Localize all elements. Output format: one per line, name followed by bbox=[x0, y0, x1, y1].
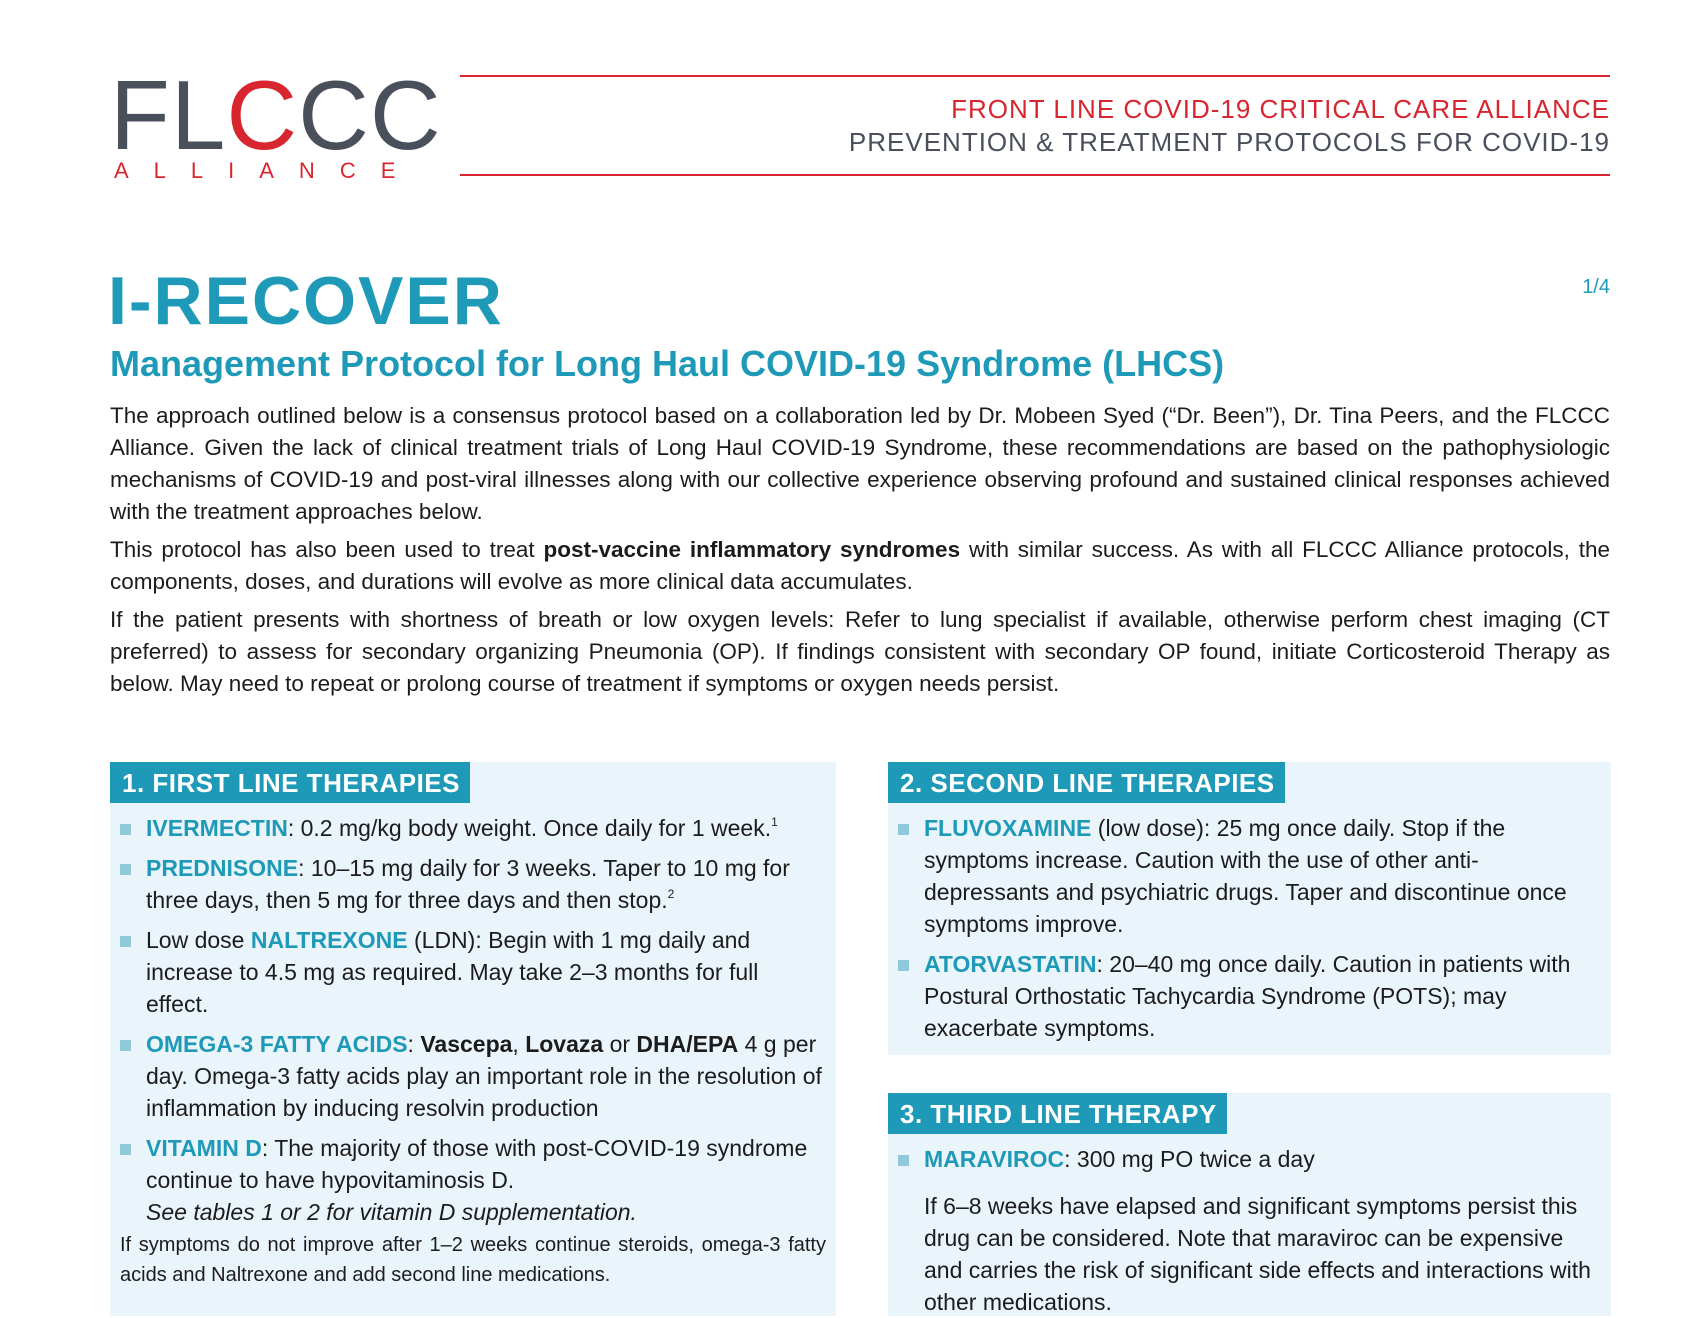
page-subtitle: Management Protocol for Long Haul COVID-19 Syndrome (LHCS) bbox=[110, 343, 1225, 384]
square-bullet-icon bbox=[120, 1144, 131, 1155]
second-line-list bbox=[896, 812, 1601, 1052]
second-line-panel bbox=[888, 762, 1611, 1055]
drug-dosage: : 300 mg PO twice a day bbox=[1064, 1146, 1315, 1172]
drug-name: MARAVIROC bbox=[924, 1146, 1065, 1172]
separator: , bbox=[512, 1031, 526, 1057]
logo-cc: CC bbox=[298, 60, 442, 170]
square-bullet-icon bbox=[120, 824, 131, 835]
footnote-ref: 2 bbox=[667, 887, 675, 901]
square-bullet-icon bbox=[120, 1040, 131, 1051]
header-organization: FRONT LINE COVID-19 CRITICAL CARE ALLIANCE bbox=[951, 94, 1610, 124]
flccc-logo bbox=[110, 60, 442, 184]
logo-wordmark bbox=[110, 60, 442, 170]
list-item-omega3 bbox=[118, 1028, 826, 1124]
list-item-maraviroc bbox=[896, 1143, 1601, 1175]
first-line-panel bbox=[110, 762, 836, 1316]
separator: : bbox=[407, 1031, 421, 1057]
third-line-panel bbox=[888, 1093, 1611, 1316]
drug-name: NALTREXONE bbox=[250, 927, 408, 953]
separator: or bbox=[603, 1031, 637, 1057]
header-rule-top bbox=[460, 75, 1610, 77]
brand-name: DHA/EPA bbox=[636, 1031, 739, 1057]
third-line-list bbox=[896, 1143, 1601, 1183]
drug-dosage: : 20–40 mg once daily. Caution in patients with Postural Orthostatic Tachycardia Syndrome (POTS); may exacerbate symptoms. bbox=[924, 951, 1571, 1041]
drug-name: VITAMIN D bbox=[146, 1135, 262, 1161]
list-item-prednisone bbox=[118, 852, 826, 916]
drug-name: PREDNISONE bbox=[146, 855, 299, 881]
square-bullet-icon bbox=[898, 1155, 909, 1166]
brand-name: Lovaza bbox=[525, 1031, 604, 1057]
drug-dosage: : The majority of those with post-COVID-19 syndrome continue to have hypovitaminosis D. bbox=[146, 1135, 808, 1193]
drug-name: IVERMECTIN bbox=[146, 815, 288, 841]
list-item-fluvoxamine bbox=[896, 812, 1601, 940]
page-title: I-RECOVER bbox=[108, 263, 504, 339]
drug-name: OMEGA-3 FATTY ACIDS bbox=[146, 1031, 408, 1057]
third-line-note: If 6–8 weeks have elapsed and significant symptoms persist this drug can be considered. Note that maraviroc can be expensive and carries the risk of significant side effects and interactions with other medications. bbox=[924, 1193, 1591, 1315]
first-line-note: If symptoms do not improve after 1–2 weeks continue steroids, omega-3 fatty acids and Naltrexone and add second line medications. bbox=[120, 1234, 826, 1286]
drug-name: FLUVOXAMINE bbox=[924, 815, 1092, 841]
footnote-ref: 1 bbox=[771, 815, 778, 829]
list-item-ivermectin bbox=[118, 812, 826, 844]
square-bullet-icon bbox=[120, 864, 131, 875]
logo-alliance: ALLIANCE bbox=[114, 158, 421, 183]
intro-paragraph-1: The approach outlined below is a consensus protocol based on a collaboration led by Dr. Mobeen Syed (“Dr. Been”), Dr. Tina Peers, and the FLCCC Alliance. Given the lack of clinical treatment trials of Long Haul COVID-19 Syndrome, these recommendations are based on the pathophysiologic mechanisms of COVID-19 and post-viral illnesses along with our collective experience observing profound and sustained clinical responses achieved with the treatment approaches below. bbox=[110, 403, 1610, 524]
first-line-list bbox=[118, 812, 826, 1236]
second-line-heading: 2. SECOND LINE THERAPIES bbox=[888, 762, 1285, 803]
intro-paragraph-2 bbox=[110, 534, 1610, 598]
drug-dosage: (low dose): 25 mg once daily. Stop if the symptoms increase. Caution with the use of other anti-depressants and psychiatric drugs. Taper and discontinue once symptoms improve. bbox=[924, 815, 1567, 937]
first-line-heading: 1. FIRST LINE THERAPIES bbox=[110, 762, 470, 803]
intro-p2-text: This protocol has also been used to treat bbox=[110, 537, 544, 562]
square-bullet-icon bbox=[898, 960, 909, 971]
drug-prefix: Low dose bbox=[146, 927, 251, 953]
drug-dosage: 4 g per day. Omega-3 fatty acids play an important role in the resolution of inflammation by inducing resolvin production bbox=[146, 1031, 822, 1121]
intro-p2-text-end: with similar success. As with all FLCCC Alliance protocols, the components, doses, and durations will evolve as more clinical data accumulates. bbox=[110, 537, 1611, 594]
drug-name: ATORVASTATIN bbox=[924, 951, 1097, 977]
header-rule-bottom bbox=[460, 174, 1610, 176]
brand-name: Vascepa bbox=[420, 1031, 513, 1057]
list-item-atorvastatin bbox=[896, 948, 1601, 1044]
drug-dosage: (LDN): Begin with 1 mg daily and increase to 4.5 mg as required. May take 2–3 months for full effect. bbox=[146, 927, 759, 1017]
intro-paragraph-3: If the patient presents with shortness of breath or low oxygen levels: Refer to lung specialist if available, otherwise perform chest imaging (CT preferred) to assess for secondary organizing Pneumonia (OP). If findings consistent with secondary OP found, initiate Corticosteroid Therapy as below. May need to repeat or prolong course of treatment if symptoms or oxygen needs persist. bbox=[110, 607, 1610, 696]
intro-section bbox=[110, 400, 1610, 706]
page-number: 1/4 bbox=[1582, 276, 1610, 298]
table-reference: See tables 1 or 2 for vitamin D supplementation. bbox=[146, 1199, 637, 1225]
intro-p2-emphasis: post-vaccine inflammatory syndromes bbox=[543, 537, 961, 562]
square-bullet-icon bbox=[120, 936, 131, 947]
logo-c-red: C bbox=[226, 60, 299, 170]
drug-dosage: : 0.2 mg/kg body weight. Once daily for 1 week. bbox=[287, 815, 772, 841]
logo-fl: FL bbox=[110, 60, 227, 170]
list-item-vitamin-d bbox=[118, 1132, 826, 1228]
drug-dosage: : 10–15 mg daily for 3 weeks. Taper to 10 mg for three days, then 5 mg for three days and then stop. bbox=[146, 855, 790, 913]
third-line-heading: 3. THIRD LINE THERAPY bbox=[888, 1093, 1227, 1134]
header-series-title: PREVENTION & TREATMENT PROTOCOLS FOR COVID-19 bbox=[848, 127, 1610, 157]
square-bullet-icon bbox=[898, 824, 909, 835]
list-item-naltrexone bbox=[118, 924, 826, 1020]
